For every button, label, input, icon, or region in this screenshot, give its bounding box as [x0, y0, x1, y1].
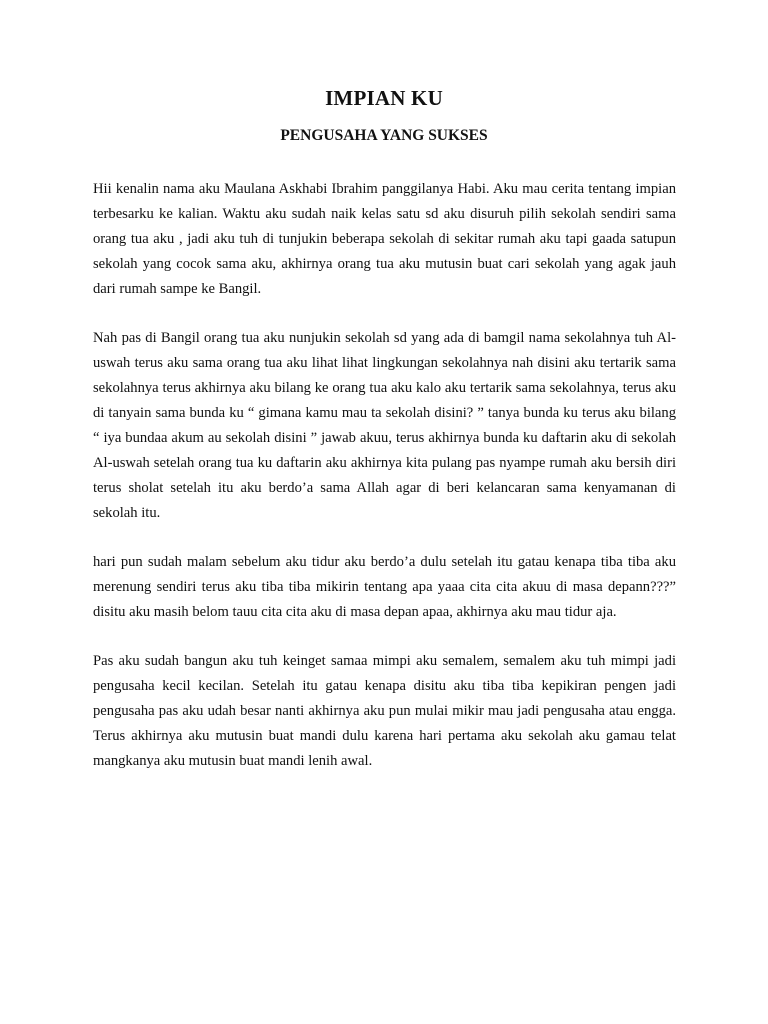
paragraph-1: Hii kenalin nama aku Maulana Askhabi Ibrahim panggilanya Habi. Aku mau cerita tentang impian terbesarku ke kalian. Waktu aku sudah naik kelas satu sd aku disuruh pilih sekolah sendiri sama orang tua aku , jadi aku tuh di tunjukin beberapa sekolah di sekitar rumah aku tapi gaada satupun sekolah yang cocok sama aku, akhirnya orang tua aku mutusin buat cari sekolah yang agak jauh dari rumah sampe ke Bangil.	[93, 181, 676, 297]
document-title: IMPIAN KU	[325, 86, 443, 110]
paragraph-4: Pas aku sudah bangun aku tuh keinget samaa mimpi aku semalem, semalem aku tuh mimpi jadi pengusaha kecil kecilan. Setelah itu gatau kenapa disitu aku tiba tiba kepikiran pengen jadi pengusaha pas aku udah besar nanti akhirnya aku pun mulai mikir mau jadi pengusaha atau engga. Terus akhirnya aku mutusin buat mandi dulu karena hari pertama aku sekolah aku gamau telat mangkanya aku mutusin buat mandi lenih awal.	[93, 653, 676, 769]
paragraph-3: hari pun sudah malam sebelum aku tidur aku berdo’a dulu setelah itu gatau kenapa tiba tiba aku merenung sendiri terus aku tiba tiba mikirin tentang apa yaaa cita cita akuu di masa depann???” disitu aku masih belom tauu cita cita aku di masa depan apaa, akhirnya aku mau tidur aja.	[93, 554, 676, 620]
document-subtitle: PENGUSAHA YANG SUKSES	[280, 127, 488, 144]
document-body	[93, 177, 676, 798]
paragraph-2: Nah pas di Bangil orang tua aku nunjukin sekolah sd yang ada di bamgil nama sekolahnya tuh Al-uswah terus aku sama orang tua aku lihat lihat lingkungan sekolahnya nah disini aku tertarik sama sekolahnya terus akhirnya aku bilang ke orang tua aku kalo aku tertarik sama sekolahnya, terus aku di tanyain sama bunda ku “ gimana kamu mau ta sekolah disini? ” tanya bunda ku terus aku bilang “ iya bundaa akum au sekolah disini ” jawab akuu, terus akhirnya bunda ku daftarin aku di sekolah Al-uswah setelah orang tua ku daftarin aku akhirnya kita pulang pas nyampe rumah aku bersih diri terus sholat setelah itu aku berdo’a sama Allah agar di beri kelancaran sama kenyamanan di sekolah itu.	[93, 330, 676, 521]
